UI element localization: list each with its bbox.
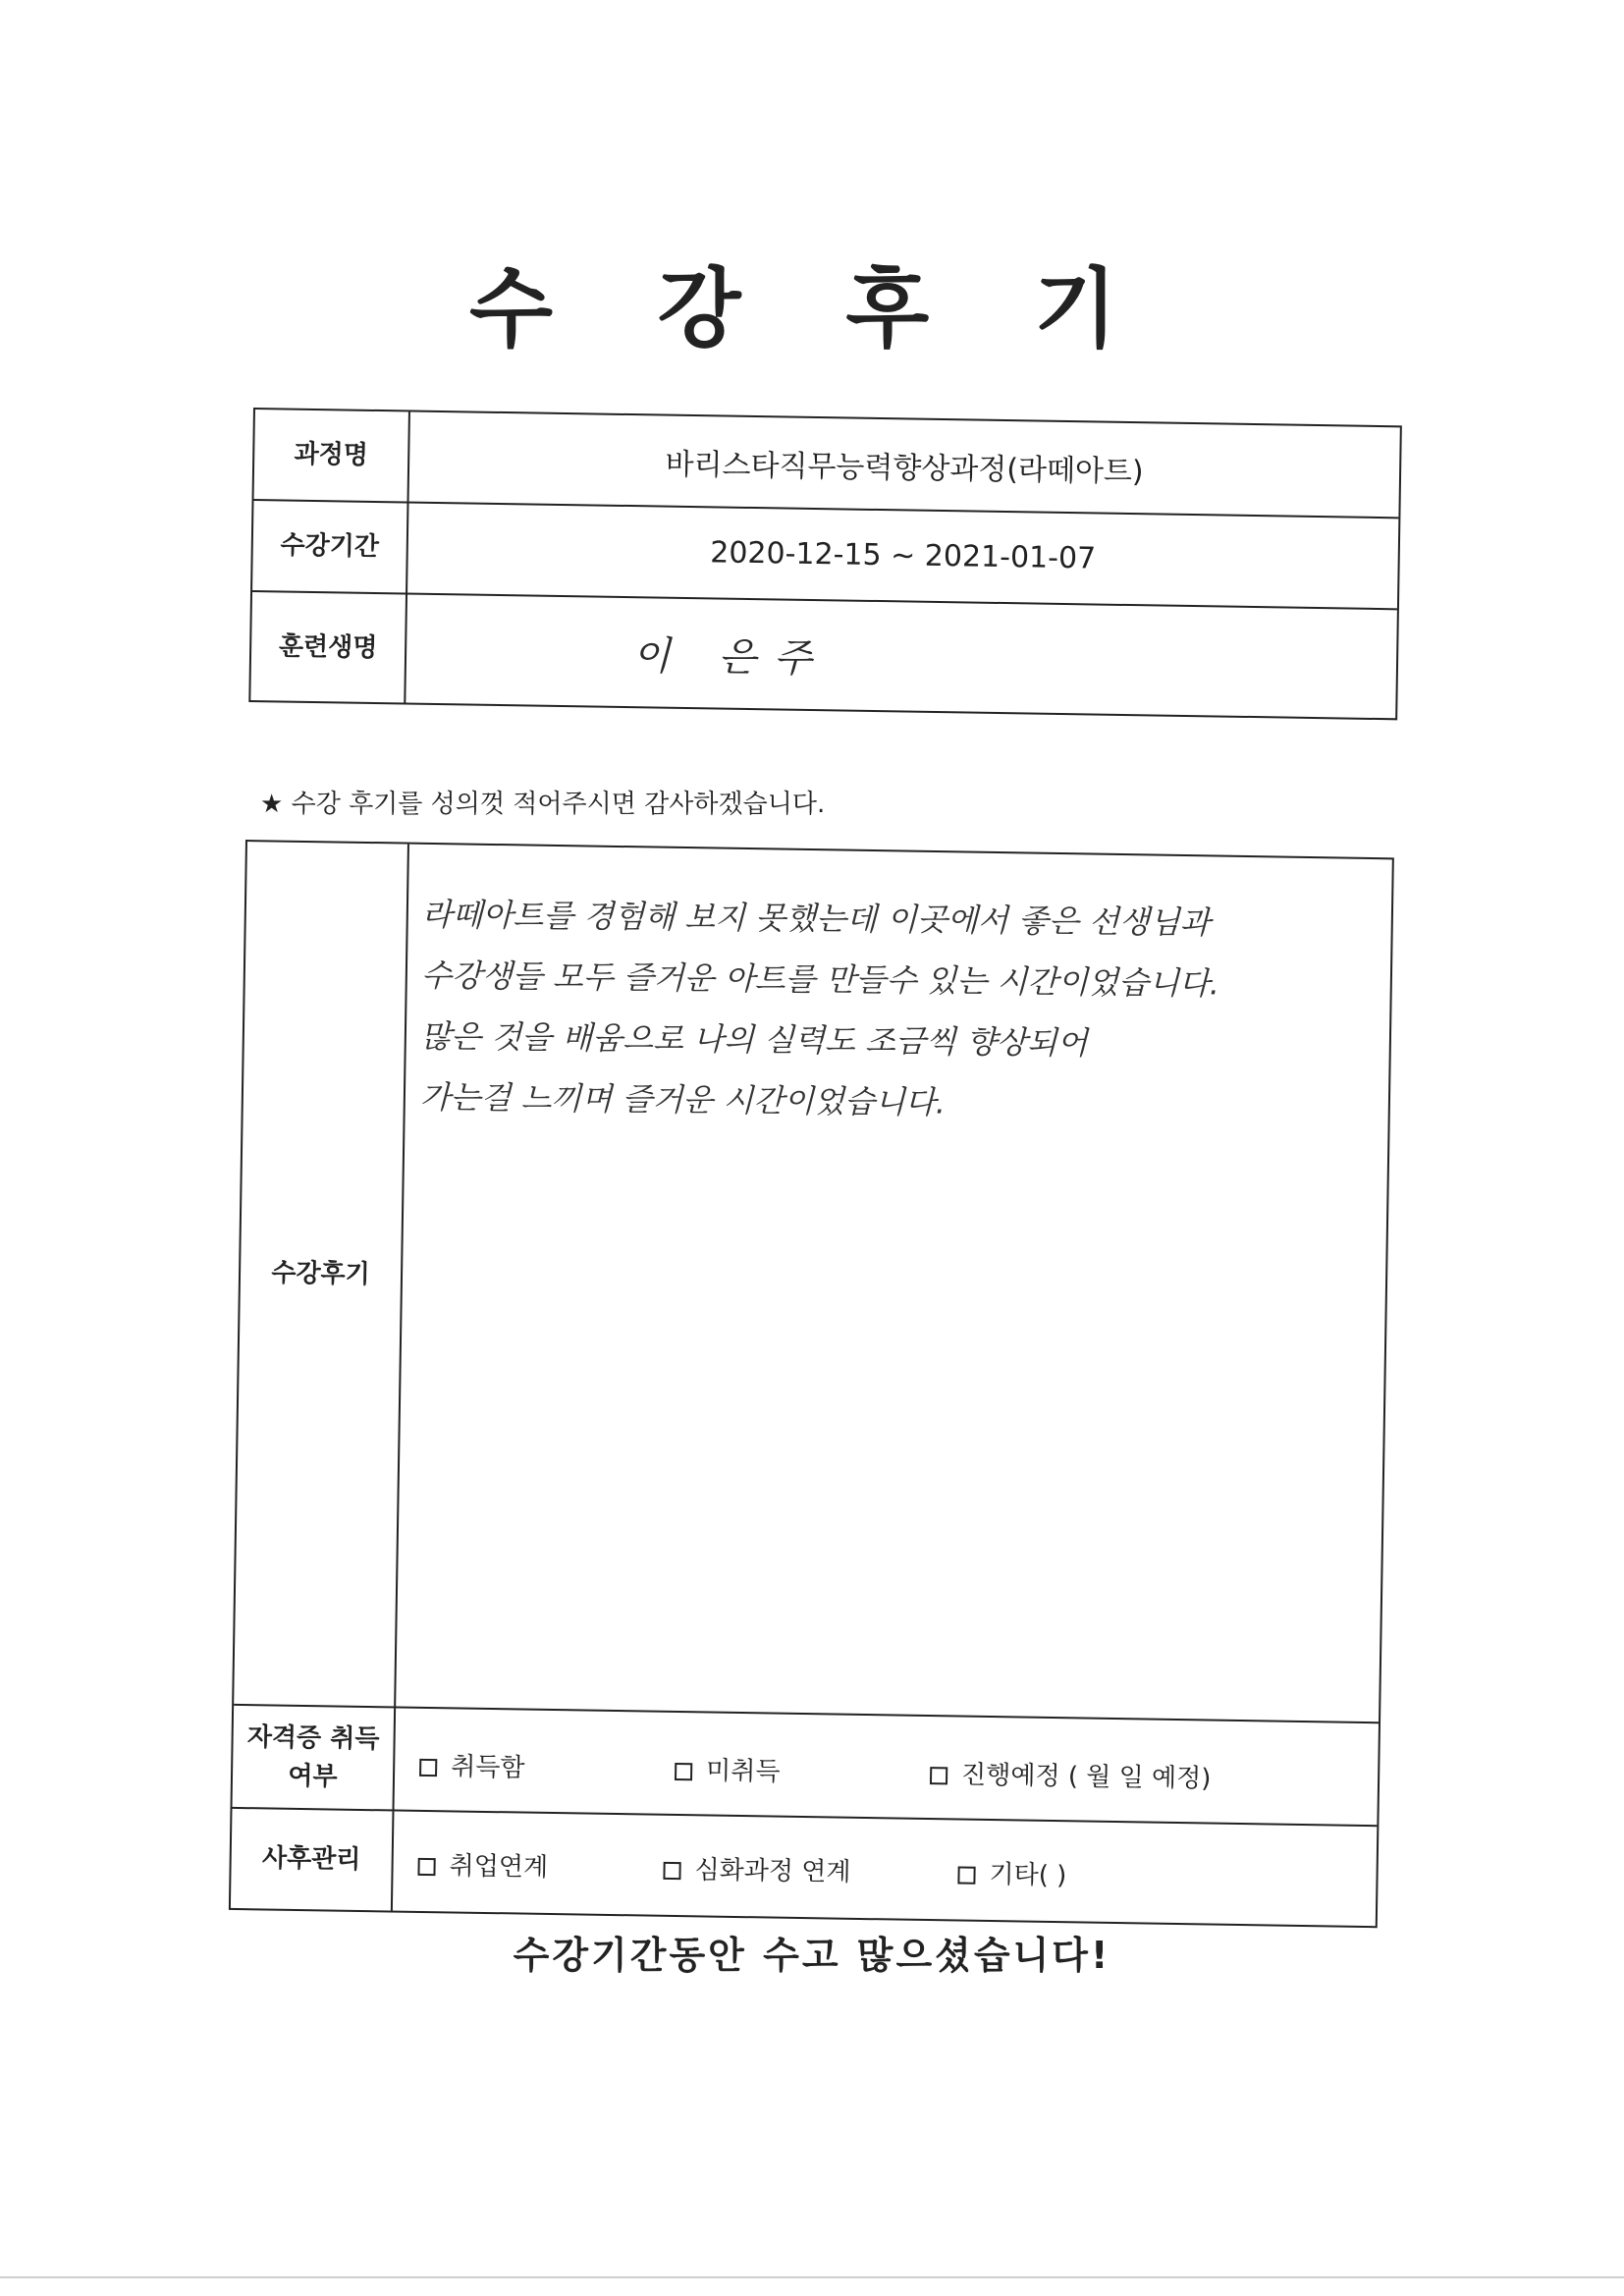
document-title: 수 강 후 기 (469, 258, 1155, 359)
cert-scheduled-label: 진행예정 ( 월 일 예정) (960, 1760, 1212, 1794)
checkbox-icon[interactable] (663, 1861, 680, 1879)
footer-message: 수강기간동안 수고 많으셨습니다! (513, 1934, 1111, 1977)
review-text (419, 884, 1404, 1137)
followup-option-advanced[interactable] (663, 1849, 851, 1888)
review-line: 수강생들 모두 즐거운 아트를 만들수 있는 시간이었습니다. (420, 956, 1220, 1003)
followup-label: 사후관리 (231, 1809, 395, 1911)
cert-row (232, 1706, 1379, 1827)
cert-not-acquired-label: 미취득 (705, 1756, 781, 1787)
trainee-label: 훈련생명 (250, 592, 407, 702)
followup-other-label: 기타( ) (989, 1860, 1067, 1891)
cert-option-acquired[interactable] (419, 1746, 525, 1784)
followup-row (231, 1809, 1377, 1926)
cert-option-not-acquired[interactable] (675, 1750, 781, 1788)
course-row (254, 410, 1400, 519)
review-line: 라떼아트를 경험해 보지 못했는데 이곳에서 좋은 선생님과 (421, 895, 1211, 942)
checkbox-icon[interactable] (417, 1857, 435, 1875)
checkbox-icon[interactable] (957, 1866, 975, 1884)
trainee-row (250, 592, 1397, 718)
review-line: 많은 것을 배움으로 나의 실력도 조금씩 향상되어 (420, 1016, 1088, 1063)
followup-option-employment[interactable] (417, 1845, 548, 1884)
course-label: 과정명 (254, 410, 410, 501)
period-row (252, 501, 1398, 610)
instruction-note: ★ 수강 후기를 성의껏 적어주시면 감사하겠습니다. (260, 790, 826, 819)
checkbox-icon[interactable] (419, 1758, 437, 1776)
period-label: 수강기간 (252, 501, 408, 592)
checkbox-icon[interactable] (930, 1767, 947, 1784)
checkbox-icon[interactable] (675, 1762, 692, 1779)
followup-employment-label: 취업연계 (449, 1851, 549, 1883)
review-label: 수강후기 (234, 842, 409, 1706)
scan-edge-divider (0, 2276, 1624, 2278)
course-info-table (248, 408, 1402, 720)
cert-acquired-label: 취득함 (450, 1752, 525, 1783)
review-line: 가는걸 느끼며 즐거운 시간이었습니다. (419, 1077, 947, 1121)
cert-label: 자격증 취득여부 (233, 1706, 397, 1810)
followup-advanced-label: 심화과정 연계 (694, 1855, 851, 1887)
period-value: 2020-12-15 ~ 2021-01-07 (710, 535, 1097, 576)
trainee-value: 이 은주 (631, 632, 831, 682)
course-value: 바리스타직무능력향상과정(라떼아트) (665, 447, 1144, 489)
followup-option-other[interactable] (957, 1854, 1066, 1892)
cert-option-scheduled[interactable] (930, 1754, 1212, 1794)
